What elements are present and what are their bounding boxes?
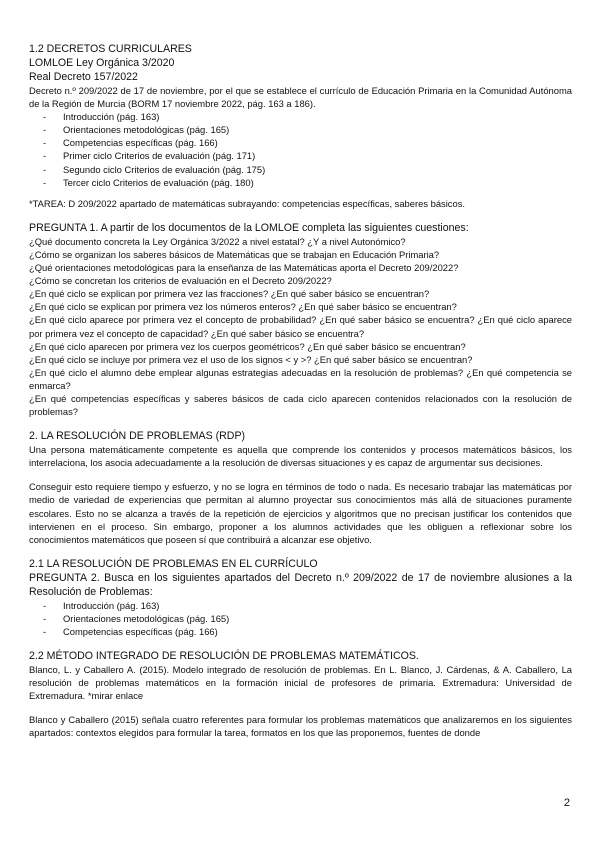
question: ¿Qué orientaciones metodológicas para la enseñanza de las Matemáticas aporta el Decreto 209/2022? bbox=[29, 262, 459, 274]
list-item: - Orientaciones metodológicas (pág. 165) bbox=[29, 612, 572, 625]
list-item: - Competencias específicas (pág. 166) bbox=[29, 136, 572, 149]
list-item: - Introducción (pág. 163) bbox=[29, 599, 572, 612]
section-heading-2: 2. LA RESOLUCIÓN DE PROBLEMAS (RDP) bbox=[29, 430, 246, 443]
question: ¿En qué ciclo se explican por primera vez los números enteros? ¿En qué saber básico se encuentran? bbox=[29, 301, 457, 313]
reference: Blanco, L. y Caballero A. (2015). Modelo integrado de resolución de problemas. En L. Blanco, J. Cárdenas, & A. Caballero, La resolución de problemas matemáticos en la formación inicial de profesores de primaria. Extremadura: Universidad de Extremadura. *mirar enlace bbox=[29, 664, 572, 702]
decree-text: Decreto n.º 209/2022 de 17 de noviembre, por el que se establece el currículo de Educación Primaria en la Comunidad Autónoma de la Región de Murcia (BORM 17 noviembre 2022, pág. 163 a 186). bbox=[29, 85, 572, 110]
section-heading-1-2: 1.2 DECRETOS CURRICULARES bbox=[29, 43, 192, 55]
paragraph: Una persona matemáticamente competente es aquella que comprende los contenidos y procesos matemáticos básicos, los interrelaciona, los asocia adecuadamente a la resolución de diversas situaciones y es capaz de argumentar sus decisiones. bbox=[29, 444, 572, 469]
page-content bbox=[29, 42, 572, 740]
list-item: - Tercer ciclo Criterios de evaluación (pág. 180) bbox=[29, 176, 572, 189]
question: ¿En qué ciclo se explican por primera vez las fracciones? ¿En qué saber básico se encuentran? bbox=[29, 288, 430, 300]
list-item: - Competencias específicas (pág. 166) bbox=[29, 625, 572, 638]
list-item: - Primer ciclo Criterios de evaluación (pág. 171) bbox=[29, 149, 572, 162]
paragraph: Conseguir esto requiere tiempo y esfuerzo, y no se logra en términos de todo o nada. Es necesario trabajar las matemáticas por medio de variedad de experiencias que permitan al alumno proyectar sus conocimientos más allá de situaciones puramente escolares. Esto no se alcanza a través de la repetición de ejercicios y algoritmos que no precisan justificar los contenidos que intervienen en el proceso. Sin embargo, proponer a los alumnos actividades que les obliguen a reflexionar sobre los conocimientos matemáticos que poseen sí que contribuirá a alcanzar ese objetivo. bbox=[29, 481, 572, 545]
pregunta1-intro: PREGUNTA 1. A partir de los documentos de la LOMLOE completa las siguientes cuestiones: bbox=[29, 221, 469, 234]
task-note: *TAREA: D 209/2022 apartado de matemáticas subrayando: competencias específicas, saberes básicos. bbox=[29, 197, 466, 209]
page-number: 2 bbox=[563, 797, 570, 809]
list-item: - Segundo ciclo Criterios de evaluación (pág. 175) bbox=[29, 163, 572, 176]
list-item: - Introducción (pág. 163) bbox=[29, 110, 572, 123]
decree-items-list bbox=[29, 110, 572, 189]
section-heading-2-2: 2.2 MÉTODO INTEGRADO DE RESOLUCIÓN DE PROBLEMAS MATEMÁTICOS. bbox=[29, 650, 419, 663]
question: ¿En qué ciclo aparece por primera vez el concepto de probabilidad? ¿En qué saber básico se encuentra? ¿En qué ciclo aparece por primera vez el concepto de capacidad? ¿En qué saber básico se encuentra? bbox=[29, 314, 572, 339]
question: ¿En qué competencias específicas y saberes básicos de cada ciclo aparecen contenidos relacionados con la resolución de problemas? bbox=[29, 392, 572, 418]
question: ¿En qué ciclo se incluye por primera vez el uso de los signos < y >? ¿En qué saber básico se encuentran? bbox=[29, 353, 473, 365]
pregunta2-items-list bbox=[29, 599, 572, 638]
question: ¿Cómo se organizan los saberes básicos de Matemáticas que se trabajan en Educación Primaria? bbox=[29, 248, 440, 260]
pregunta2: PREGUNTA 2. Busca en los siguientes apartados del Decreto n.º 209/2022 de 17 de noviembre alusiones a la Resolución de Problemas: bbox=[29, 571, 572, 598]
question: ¿En qué ciclo el alumno debe emplear algunas estrategias adecuadas en la resolución de problemas? ¿En qué competencia se enmarca? bbox=[29, 366, 572, 391]
question: ¿En qué ciclo aparecen por primera vez los cuerpos geométricos? ¿En qué saber básico se encuentran? bbox=[29, 340, 466, 352]
paragraph: Blanco y Caballero (2015) señala cuatro referentes para formular los problemas matemáticos que analizaremos en los siguientes apartados: contextos elegidos para formular la tarea, formatos en los que las proponemos, fuentes de donde bbox=[29, 714, 572, 739]
law-lomloe: LOMLOE Ley Orgánica 3/2020 bbox=[29, 57, 175, 69]
question: ¿Qué documento concreta la Ley Orgánica 3/2022 a nivel estatal? ¿Y a nivel Autonómico? bbox=[29, 235, 406, 247]
law-real-decreto: Real Decreto 157/2022 bbox=[29, 71, 138, 83]
question: ¿Cómo se concretan los criterios de evaluación en el Decreto 209/2022? bbox=[29, 275, 332, 287]
list-item: - Orientaciones metodológicas (pág. 165) bbox=[29, 123, 572, 136]
section-heading-2-1: 2.1 LA RESOLUCIÓN DE PROBLEMAS EN EL CURRÍCULO bbox=[29, 557, 318, 570]
